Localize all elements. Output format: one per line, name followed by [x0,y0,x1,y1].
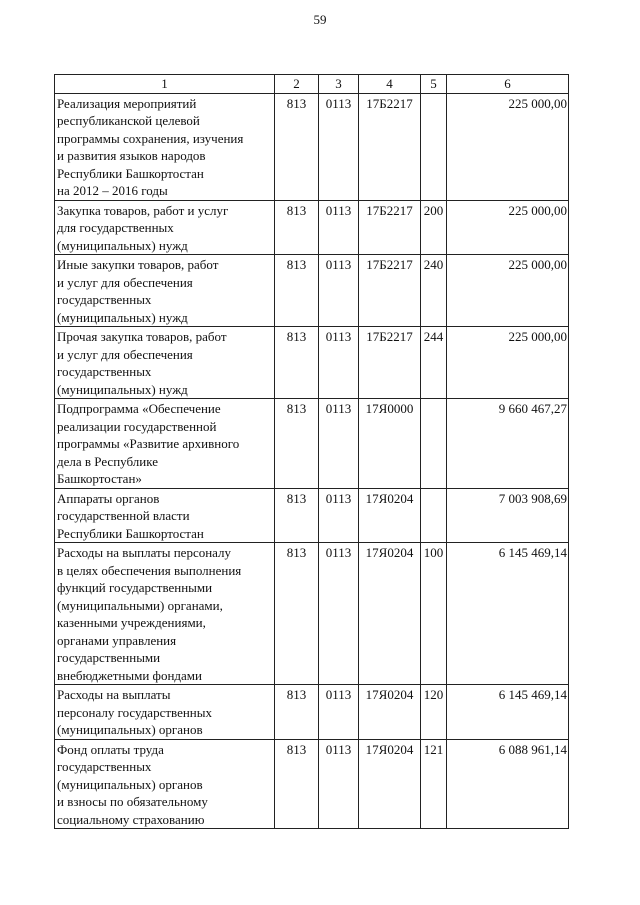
row-name-line: программы сохранения, изучения [57,130,244,146]
grbs-cell: 813 [275,327,319,399]
target-cell: 17Я0204 [359,739,421,829]
section-cell: 0113 [319,255,359,327]
row-name-line: Расходы на выплаты персоналу [57,545,232,560]
table-row [55,399,569,489]
row-name-line: казенными учреждениями, [57,615,206,630]
grbs-cell: 813 [275,93,319,200]
row-name-line: Фонд оплаты труда [57,741,164,757]
row-name-cell [55,739,275,829]
row-name-line: (муниципальных) нужд [57,237,188,253]
vr-cell [421,93,447,200]
table-row [55,543,569,685]
vr-cell: 200 [421,200,447,255]
vr-cell: 121 [421,739,447,829]
target-cell: 17Я0204 [359,488,421,543]
row-name-line: (муниципальными) органами, [57,597,223,613]
table-row [55,739,569,829]
vr-cell: 120 [421,685,447,740]
row-name-line: государственных [57,759,152,774]
target-cell: 17Б2217 [359,327,421,399]
amount-cell: 225 000,00 [447,255,569,327]
grbs-cell: 813 [275,200,319,255]
row-name-line: Прочая закупка товаров, работ [57,329,227,344]
row-name-line: Республики Башкортостан [57,165,204,181]
row-name-line: Башкортостан» [57,471,142,486]
grbs-cell: 813 [275,543,319,685]
row-name-line: дела в Республике [57,453,158,469]
header-col-6: 6 [447,75,569,94]
row-name-line: и услуг для обеспечения [57,346,193,362]
header-col-3: 3 [319,75,359,94]
amount-cell: 6 088 961,14 [447,739,569,829]
row-name-line: в целях обеспечения выполнения [57,562,242,578]
target-cell: 17Я0204 [359,685,421,740]
row-name-line: республиканской целевой [57,113,200,128]
amount-cell: 225 000,00 [447,93,569,200]
vr-cell [421,488,447,543]
row-name-cell [55,255,275,327]
row-name-cell [55,327,275,399]
row-name-line: органами управления [57,632,177,648]
header-col-1: 1 [55,75,275,94]
row-name-line: на 2012 – 2016 годы [57,183,168,198]
section-cell: 0113 [319,200,359,255]
row-name-line: Расходы на выплаты [57,687,171,702]
row-name-cell [55,399,275,489]
row-name-line: Республики Башкортостан [57,525,204,541]
grbs-cell: 813 [275,255,319,327]
vr-cell: 100 [421,543,447,685]
section-cell: 0113 [319,739,359,829]
row-name-line: для государственных [57,220,174,235]
row-name-line: и услуг для обеспечения [57,274,193,290]
amount-cell: 6 145 469,14 [447,685,569,740]
page-number: 59 [313,12,327,27]
row-name-line: государственными [57,650,161,665]
row-name-line: (муниципальных) нужд [57,381,188,397]
target-cell: 17Б2217 [359,255,421,327]
header-col-2: 2 [275,75,319,94]
grbs-cell: 813 [275,685,319,740]
target-cell: 17Б2217 [359,93,421,200]
header-row [55,75,569,94]
section-cell: 0113 [319,399,359,489]
section-cell: 0113 [319,327,359,399]
target-cell: 17Б2217 [359,200,421,255]
row-name-line: Иные закупки товаров, работ [57,257,219,272]
row-name-line: государственной власти [57,508,190,523]
table-row [55,327,569,399]
row-name-line: (муниципальных) органов [57,776,203,792]
amount-cell: 7 003 908,69 [447,488,569,543]
row-name-cell [55,685,275,740]
row-name-line: (муниципальных) нужд [57,309,188,325]
table-row [55,200,569,255]
header-col-5: 5 [421,75,447,94]
header-col-4: 4 [359,75,421,94]
row-name-cell [55,200,275,255]
table-body [55,93,569,829]
section-cell: 0113 [319,543,359,685]
table-row [55,685,569,740]
row-name-line: и взносы по обязательному [57,794,208,809]
amount-cell: 9 660 467,27 [447,399,569,489]
row-name-line: и развития языков народов [57,148,206,163]
row-name-line: (муниципальных) органов [57,722,203,737]
grbs-cell: 813 [275,399,319,489]
budget-table [54,74,569,829]
grbs-cell: 813 [275,488,319,543]
row-name-line: Реализация мероприятий [57,95,197,111]
vr-cell [421,399,447,489]
table-row [55,93,569,200]
row-name-line: внебюджетными фондами [57,667,202,683]
target-cell: 17Я0000 [359,399,421,489]
row-name-line: Закупка товаров, работ и услуг [57,202,229,218]
row-name-line: государственных [57,292,152,307]
row-name-cell [55,93,275,200]
amount-cell: 6 145 469,14 [447,543,569,685]
row-name-line: Аппараты органов [57,490,160,506]
vr-cell: 240 [421,255,447,327]
row-name-line: реализации государственной [57,418,217,434]
row-name-line: программы «Развитие архивного [57,436,240,451]
row-name-line: Подпрограмма «Обеспечение [57,401,221,416]
row-name-cell [55,543,275,685]
vr-cell: 244 [421,327,447,399]
section-cell: 0113 [319,685,359,740]
section-cell: 0113 [319,488,359,543]
target-cell: 17Я0204 [359,543,421,685]
row-name-line: социальному страхованию [57,811,205,827]
row-name-line: государственных [57,364,152,379]
row-name-line: функций государственными [57,580,213,595]
table-row [55,488,569,543]
section-cell: 0113 [319,93,359,200]
amount-cell: 225 000,00 [447,200,569,255]
row-name-cell [55,488,275,543]
grbs-cell: 813 [275,739,319,829]
row-name-line: персоналу государственных [57,704,213,720]
amount-cell: 225 000,00 [447,327,569,399]
table-row [55,255,569,327]
